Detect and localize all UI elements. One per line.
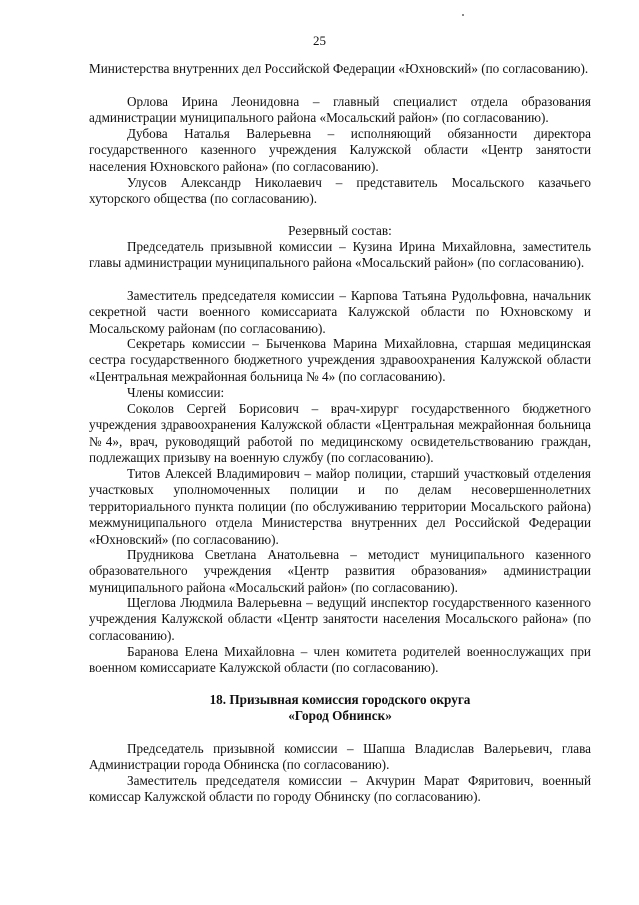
paragraph-sokolov: Соколов Сергей Борисович – врач-хирург государственного бюджетного учреждения здравоохранения Калужской области «Центральная межрайонная больница №4», врач, руководящий работой по медицинскому освидетельствованию граждан, подлежащих призыву на военную службу (по согласованию). [89, 401, 591, 466]
paragraph-shapsha: Председатель призывной комиссии – Шапша Владислав Валерьевич, глава Администрации города Обнинска (по согласованию). [89, 741, 591, 773]
scan-speck [462, 14, 464, 16]
paragraph-karpova: Заместитель председателя комиссии – Карпова Татьяна Рудольфовна, начальник секретной части военного комиссариата Калужской области по Юхновскому и Мосальскому районам (по согласованию). [89, 288, 591, 336]
paragraph-titov: Титов Алексей Владимирович – майор полиции, старший участковый отделения участковых уполномоченных полиции и по делам несовершеннолетних территориального пункта полиции (по обслуживанию территории Мосальского района) межмуниципального отдела Министерства внутренних дел Российской Федерации «Юхновский» (по согласованию). [89, 466, 591, 547]
paragraph-shcheglova: Щеглова Людмила Валерьевна – ведущий инспектор государственного казенного учреждения Калужской области «Центр занятости населения Мосальского района» (по согласованию). [89, 595, 591, 643]
paragraph-continuation: Министерства внутренних дел Российской Федерации «Юхновский» (по согласованию). [89, 61, 589, 76]
paragraph-akchurin: Заместитель председателя комиссии – Акчурин Марат Фяритович, военный комиссар Калужской области по городу Обнинску (по согласованию). [89, 773, 591, 805]
paragraph-prudnikova: Прудникова Светлана Анатольевна – методист муниципального казенного образовательного учреждения «Центр развития образования» администрации муниципального района «Мосальский район» (по согласованию). [89, 547, 591, 595]
page-number: 25 [313, 33, 326, 48]
section-heading-line2: «Город Обнинск» [288, 708, 392, 723]
members-label: Члены комиссии: [127, 385, 225, 400]
section-heading-line1: 18. Призывная комиссия городского округа [209, 692, 471, 707]
paragraph-dubova: Дубова Наталья Валерьевна – исполняющий обязанности директора государственного казенного учреждения Калужской области «Центр занятости населения Юхновского района» (по согласованию). [89, 126, 591, 174]
paragraph-kuzina: Председатель призывной комиссии – Кузина Ирина Михайловна, заместитель главы администрации муниципального района «Мосальский район» (по согласованию). [89, 239, 591, 271]
reserve-section-title: Резервный состав: [288, 223, 392, 238]
paragraph-orlova: Орлова Ирина Леонидовна – главный специалист отдела образования администрации муниципального района «Мосальский район» (по согласованию). [89, 94, 591, 126]
paragraph-bychenkova: Секретарь комиссии – Быченкова Марина Михайловна, старшая медицинская сестра государственного бюджетного учреждения здравоохранения Калужской области «Центральная межрайонная больница № 4» (по согласованию). [89, 336, 591, 384]
paragraph-ulusov: Улусов Александр Николаевич – представитель Мосальского казачьего хуторского общества (по согласованию). [89, 175, 591, 207]
paragraph-baranova: Баранова Елена Михайловна – член комитета родителей военнослужащих при военном комиссариате Калужской области (по согласованию). [89, 644, 591, 676]
